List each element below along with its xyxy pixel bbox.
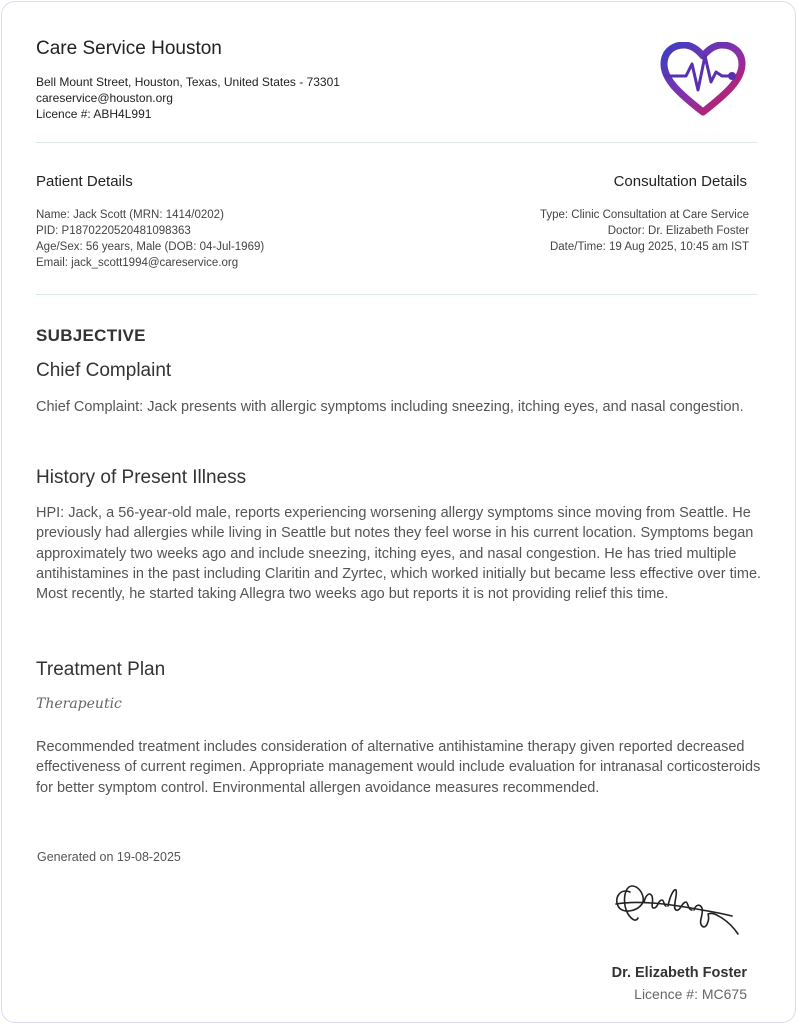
details-divider [36, 294, 757, 295]
doctor-name: Dr. Elizabeth Foster [611, 965, 747, 981]
treatment-text: Recommended treatment includes consideration of alternative antihistamine therapy given reported decreased effectiveness of current regimen. Appropriate management would include evaluation for intranasal corticosteroids for better symptom control. Environmental allergen avoidance measures recommended. [36, 739, 761, 796]
consultation-doctor: Doctor: Dr. Elizabeth Foster [607, 225, 749, 237]
patient-email: Email: jack_scott1994@careservice.org [36, 257, 239, 269]
generated-date: Generated on 19-08-2025 [37, 850, 181, 864]
patient-details-heading: Patient Details [36, 173, 133, 190]
clinical-note-page [1, 1, 796, 1023]
doctor-signature-icon [610, 874, 742, 944]
header-divider [36, 142, 757, 143]
organization-address: Bell Mount Street, Houston, Texas, United States - 73301 [36, 75, 340, 89]
organization-email: careservice@houston.org [36, 91, 173, 105]
heart-pulse-logo-icon [660, 42, 746, 116]
treatment-plan-title: Treatment Plan [36, 659, 166, 680]
chief-complaint-text: Chief Complaint: Jack presents with allergic symptoms including sneezing, itching eyes, and nasal congestion. [36, 399, 744, 415]
patient-name: Name: Jack Scott (MRN: 1414/0202) [36, 209, 224, 221]
doctor-licence: Licence #: MC675 [634, 986, 747, 1002]
subjective-heading: SUBJECTIVE [36, 326, 146, 345]
consultation-type: Type: Clinic Consultation at Care Service [539, 209, 749, 221]
treatment-subtype: Therapeutic [36, 696, 122, 712]
consultation-details-heading: Consultation Details [613, 173, 747, 190]
chief-complaint-title: Chief Complaint [36, 360, 172, 381]
organization-name: Care Service Houston [36, 38, 222, 59]
hpi-title: History of Present Illness [36, 467, 247, 488]
consultation-datetime: Date/Time: 19 Aug 2025, 10:45 am IST [549, 241, 749, 253]
organization-licence: Licence #: ABH4L991 [36, 107, 152, 121]
patient-pid: PID: P1870220520481098363 [36, 225, 191, 237]
patient-age-sex: Age/Sex: 56 years, Male (DOB: 04-Jul-1969) [36, 241, 265, 253]
hpi-text: HPI: Jack, a 56-year-old male, reports experiencing worsening allergy symptoms since moving from Seattle. He previously had allergies while living in Seattle but notes they feel worse in his current location. Symptoms began approximately two weeks ago and include sneezing, itching eyes, and nasal congestion. He has tried multiple antihistamines in the past including Claritin and Zyrtec, which worked initially but became less effective over time. Most recently, he started taking Allegra two weeks ago but reports it is not providing relief this time. [36, 505, 762, 603]
